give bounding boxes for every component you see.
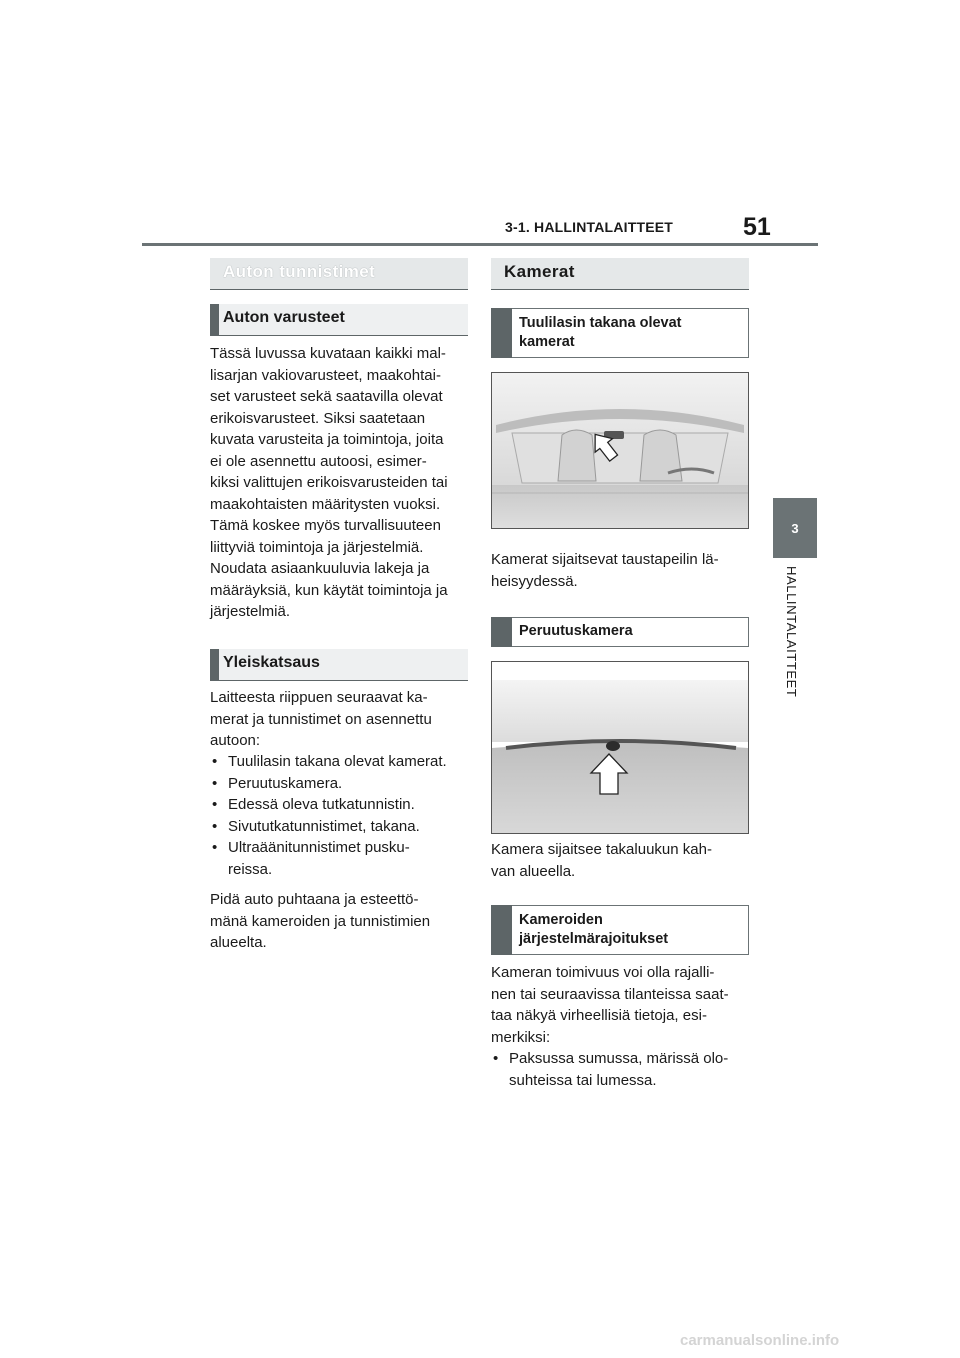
sensor-list bbox=[210, 751, 472, 880]
list-item: • Edessä oleva tutkatunnistin. bbox=[210, 794, 472, 816]
chapter-title-vertical: HALLINTALAITTEET bbox=[784, 566, 799, 698]
limits-list bbox=[491, 1048, 753, 1091]
figure-rear-camera bbox=[491, 661, 749, 834]
subheading-auton-varusteet: Auton varusteet bbox=[210, 304, 468, 336]
subheading-yleiskatsaus: Yleiskatsaus bbox=[210, 649, 468, 681]
page-number: 51 bbox=[743, 213, 771, 241]
chapter-tab bbox=[773, 498, 817, 558]
list-item: • Peruutuskamera. bbox=[210, 773, 472, 795]
chapter-number: 3 bbox=[791, 520, 799, 536]
running-header-section: 3-1. HALLINTALAITTEET bbox=[505, 219, 674, 235]
tailgate-illustration bbox=[492, 662, 748, 833]
header-rule bbox=[142, 243, 818, 246]
caption-windshield-cameras: Kamerat sijaitsevat taustapeilin lä- heisyydessä. bbox=[491, 551, 719, 590]
box-rear-camera: Peruutuskamera bbox=[491, 617, 749, 647]
paragraph-overview: Laitteesta riippuen seuraavat ka- merat ja tunnistimet on asennettu autoon: bbox=[210, 689, 432, 749]
main-heading-auton-tunnistimet: Auton tunnistimet bbox=[210, 258, 468, 290]
watermark: carmanualsonline.info bbox=[680, 1332, 840, 1349]
paragraph-keep-clean: Pidä auto puhtaana ja esteettö- mänä kameroiden ja tunnistimien alueelta. bbox=[210, 891, 431, 951]
figure-windshield-camera bbox=[491, 372, 749, 529]
list-item: • Paksussa sumussa, märissä olo- suhteissa tai lumessa. bbox=[491, 1048, 753, 1091]
main-heading-kamerat: Kamerat bbox=[491, 258, 749, 290]
list-item: • Tuulilasin takana olevat kamerat. bbox=[210, 751, 472, 773]
box-windshield-cameras: Tuulilasin takana olevat kamerat bbox=[491, 308, 749, 358]
list-item: • Sivututkatunnistimet, takana. bbox=[210, 816, 472, 838]
paragraph-intro: Tässä luvussa kuvataan kaikki mal- lisarjan vakiovarusteet, maakohtai- set varusteet sekä saatavilla olevat erikoisvarusteet. Siksi saatetaan kuvata varusteita ja toimintoja, joita ei ole asennettu autoosi, esimer- kiksi valittujen erikoisvarusteiden tai maakohtaisten määritysten vuoksi. Tämä koskee myös turvallisuuteen liittyviä toimintoja ja järjestelmiä. Noudata asiaankuuluvia lakeja ja määräyksiä, kun käytät toimintoja ja järjestelmiä. bbox=[210, 345, 448, 620]
paragraph-camera-limits: Kameran toimivuus voi olla rajalli- nen tai seuraavissa tilanteissa saat- taa näkyä virheellisiä tietoja, esi- merkiksi: bbox=[491, 964, 729, 1046]
box-camera-limits: Kameroiden järjestelmärajoitukset bbox=[491, 905, 749, 955]
car-interior-illustration bbox=[492, 373, 748, 528]
list-item: • Ultraäänitunnistimet pusku- reissa. bbox=[210, 837, 472, 880]
caption-rear-camera: Kamera sijaitsee takaluukun kah- van alueella. bbox=[491, 841, 712, 880]
